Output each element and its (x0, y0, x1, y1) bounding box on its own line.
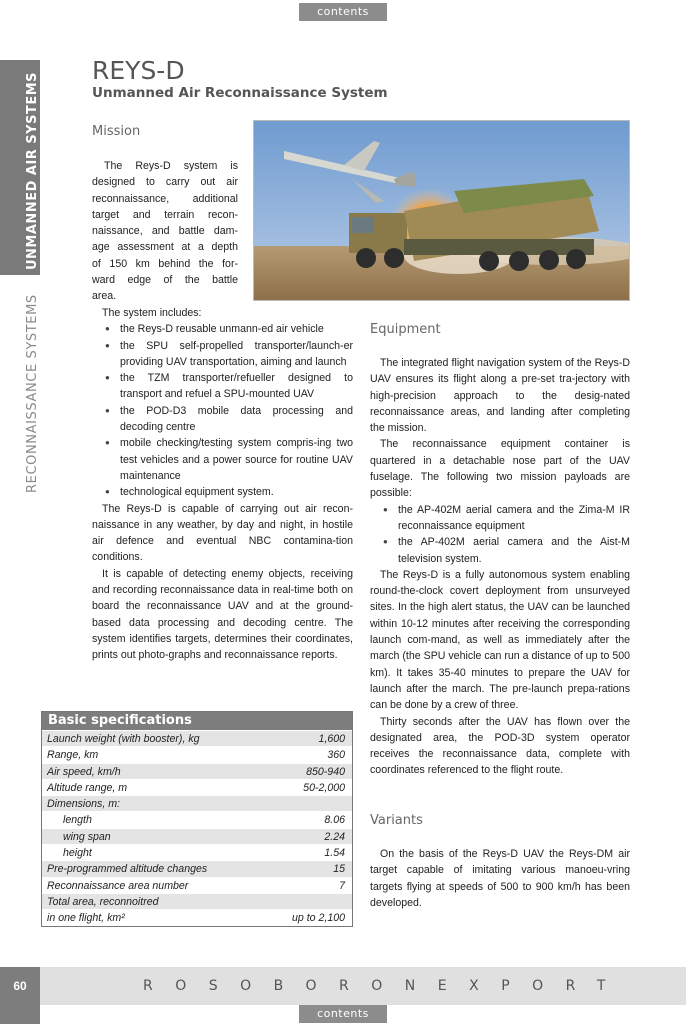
mission-paragraph-2: It is capable of detecting enemy objects, receiving and recording reconnaissance data in real-time both on board the reconnaissance UAV and at the ground-based data processing and decoding centre. The system identifies targets, determines their coordinates, prints out photo-graphs and reconnaissance reports. (92, 567, 353, 662)
spec-label: Air speed, km/h (47, 765, 121, 778)
variants-paragraph: On the basis of the Reys-D UAV the Reys-DM air target capable of imitating various manoeu-vring targets flying at speeds of 500 to 900 km/h has been developed. (370, 848, 630, 909)
list-item: ● the AP-402M aerial camera and the Zima-M IR reconnaissance equipment (370, 502, 630, 535)
spec-value: 15 (333, 863, 345, 876)
page-title: REYS-D (92, 56, 185, 85)
system-components-list (92, 321, 353, 500)
spec-value: 850-940 (306, 765, 345, 778)
spec-label: Total area, reconnoitred (47, 895, 159, 908)
equipment-heading: Equipment (370, 322, 441, 337)
page-subtitle: Unmanned Air Reconnaissance System (92, 85, 388, 101)
spec-label: Launch weight (with booster), kg (47, 733, 200, 745)
equipment-paragraph-2: The reconnaissance equipment container is quartered in a detachable nose part of the UAV fuselage. The following two mission payloads are possible: (370, 438, 630, 500)
table-row (42, 844, 352, 860)
spec-value: 7 (339, 879, 345, 892)
list-item: ● the Reys-D reusable unmann-ed air vehicle (92, 321, 353, 337)
mission-intro-line: age assessment at a depth (92, 241, 238, 254)
spec-value: 2.24 (324, 830, 345, 843)
mission-heading: Mission (92, 124, 141, 139)
system-includes-text: The system includes: (102, 307, 202, 319)
list-item: ● the SPU self-propelled transporter/launch-er providing UAV transportation, aiming and launch (92, 338, 353, 371)
reys-d-launch-photo (253, 120, 630, 301)
spec-label: in one flight, km² (47, 912, 125, 925)
list-item: ● the POD-D3 mobile data processing and decoding centre (92, 403, 353, 436)
page-number: 60 (0, 967, 40, 1024)
table-row (42, 860, 352, 876)
table-row (42, 779, 352, 795)
payload-list (370, 502, 630, 567)
mission-intro-line: of 150 km behind the for- (92, 257, 238, 270)
spec-label: Dimensions, m: (47, 798, 120, 811)
spec-value: 1.54 (324, 847, 345, 860)
spec-value: up to 2,100 (291, 912, 345, 925)
mission-intro-line: designed to carry out air (92, 176, 238, 189)
basic-specifications-table (41, 711, 353, 927)
table-row (42, 730, 352, 746)
spec-label: wing span (63, 830, 111, 843)
contents-button-top[interactable]: contents (299, 3, 387, 21)
list-item: ● the TZM transporter/refueller designed to transport and refuel a SPU-mounted UAV (92, 370, 353, 403)
mission-intro-line: area. (92, 290, 117, 303)
spec-label: Pre-programmed altitude changes (47, 863, 208, 876)
list-item: ● mobile checking/testing system compris-ing two test vehicles and a power source for routine UAV maintenance (92, 435, 353, 484)
mission-intro-line: The Reys-D system is (104, 160, 238, 172)
spec-label: Range, km (47, 749, 99, 762)
table-row (42, 828, 352, 844)
contents-button-bottom[interactable]: contents (299, 1005, 387, 1023)
table-row (42, 909, 352, 925)
spec-label: Reconnaissance area number (47, 879, 189, 892)
mission-intro-line: reconnaissance, additional (92, 192, 238, 205)
table-row (42, 811, 352, 827)
list-item: ● the AP-402M aerial camera and the Aist-M television system. (370, 534, 630, 567)
mission-body (92, 305, 353, 664)
spec-label: length (63, 814, 92, 827)
spec-value: 1,600 (318, 733, 345, 745)
spec-value: 8.06 (324, 814, 345, 827)
equipment-paragraph-4: Thirty seconds after the UAV has flown over the designated area, the POD-3D system operator receives the reconnaissance data, complete with coordinates referenced to the flight route. (370, 715, 630, 777)
table-row (42, 893, 352, 909)
table-row (42, 763, 352, 779)
spec-label: Altitude range, m (47, 781, 128, 794)
brand-wordmark: ROSOBORONEXPORT (143, 978, 628, 994)
sidebar-section-unmanned-air-systems[interactable]: UNMANNED AIR SYSTEMS (25, 71, 40, 270)
mission-intro-line: target and terrain recon- (92, 208, 238, 221)
variants-body (370, 846, 630, 911)
spec-value: 360 (327, 749, 345, 762)
variants-heading: Variants (370, 813, 423, 828)
equipment-paragraph-3: The Reys-D is a fully autonomous system enabling round-the-clock covert deployment from unsurveyed sites. In the high alert status, the UAV can be launched within 10-12 minutes after receiving the corresponding launch com-mand, as well as immediately after the march (the SPU vehicle can run a distance of up to 500 km). It takes 35-40 minutes to prepare the UAV for launch after the march. The pre-launch prepa-rations can be done by a crew of three. (370, 568, 630, 712)
equipment-body (370, 355, 630, 779)
mission-intro (92, 158, 238, 305)
table-row (42, 877, 352, 893)
table-row (42, 795, 352, 811)
table-row (42, 746, 352, 762)
list-item: ● technological equipment system. (92, 484, 353, 500)
launch-illustration (254, 121, 630, 301)
specs-heading: Basic specifications (42, 712, 352, 730)
spec-label: height (63, 847, 92, 860)
equipment-paragraph-1: The integrated flight navigation system of the Reys-D UAV ensures its flight along a pre-set tra-jectory with high-precision approach to the desig-nated reconnaissance areas, and landing after completing the mission. (370, 357, 630, 435)
mission-paragraph-1: The Reys-D is capable of carrying out air recon-naissance in any weather, by day and night, in hostile air defence and eventual NBC contamina-tion conditions. (92, 502, 353, 564)
mission-intro-line: ward edge of the battle (92, 274, 238, 287)
sidebar-section-reconnaissance-systems[interactable]: RECONNAISSANCE SYSTEMS (25, 294, 40, 493)
spec-value: 50-2,000 (303, 781, 345, 794)
sidebar (0, 0, 40, 1024)
mission-intro-line: naissance, and battle dam- (92, 225, 238, 238)
